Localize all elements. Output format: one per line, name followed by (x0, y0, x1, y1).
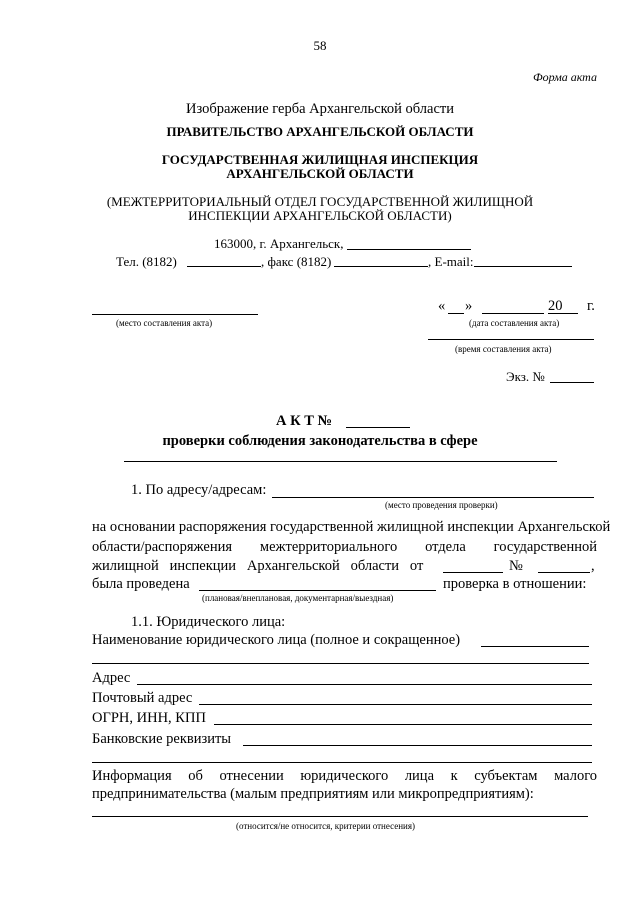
legal-name-field-2[interactable] (92, 663, 589, 664)
place-caption: (место составления акта) (116, 318, 213, 328)
sme-info-line1: Информация об отнесении юридического лица к субъектам малого (92, 768, 598, 784)
page-number: 58 (313, 38, 327, 53)
date-day-field[interactable] (448, 313, 464, 314)
place-field[interactable] (92, 314, 258, 315)
basis-line1: на основании распоряжения государственной жилищной инспекции Архангельской (92, 519, 611, 535)
date-year-field[interactable] (548, 313, 578, 314)
section1-label: 1. По адресу/адресам: (131, 482, 267, 498)
basis-line4-right: проверка в отношении: (443, 576, 587, 592)
order-date-field[interactable] (443, 572, 503, 573)
legal-name-field[interactable] (481, 646, 589, 647)
tel-label: Тел. (8182) (116, 254, 177, 269)
inspection-type-field[interactable] (199, 590, 436, 591)
comma: , (591, 558, 595, 574)
email-label: , E-mail: (428, 254, 474, 269)
section11-label: 1.1. Юридического лица: (131, 614, 286, 630)
bank-row-label: Банковские реквизиты (92, 731, 232, 747)
tel-field[interactable] (187, 266, 261, 267)
postal-address-field[interactable] (199, 704, 592, 705)
date-month-field[interactable] (482, 313, 544, 314)
sme-status-field[interactable] (92, 816, 588, 817)
address-label: 163000, г. Архангельск, (214, 236, 344, 251)
basis-line2: области/распоряжения межтерриториального отдела государственной (92, 539, 598, 555)
legal-name-label: Наименование юридического лица (полное и сокращенное) (92, 632, 461, 648)
inspection-type-caption: (плановая/внеплановая, документарная/выездная) (202, 593, 394, 603)
form-label: Форма акта (533, 70, 597, 84)
ids-field[interactable] (214, 724, 592, 725)
sme-status-caption: (относится/не относится, критерии отнесения) (236, 821, 415, 831)
emblem-placeholder: Изображение герба Архангельской области (185, 101, 455, 117)
address-row-label: Адрес (92, 670, 131, 686)
copy-label: Экз. № (506, 369, 545, 384)
time-caption: (время составления акта) (455, 344, 552, 354)
year-suffix: г. (587, 298, 595, 314)
section1-address-field[interactable] (272, 497, 594, 498)
section1-caption: (место проведения проверки) (385, 500, 498, 510)
ids-row-label: ОГРН, ИНН, КПП (92, 710, 206, 726)
order-number-field[interactable] (538, 572, 590, 573)
department-name-line1: (МЕЖТЕРРИТОРИАЛЬНЫЙ ОТДЕЛ ГОСУДАРСТВЕННОЙ ЖИЛИЩНОЙ (106, 194, 534, 209)
postal-row-label: Почтовый адрес (92, 690, 193, 706)
bank-details-field[interactable] (243, 745, 592, 746)
date-close-quote: » (465, 298, 473, 314)
basis-line3-text: жилищной инспекции Архангельской области от (92, 558, 424, 574)
copy-number-field[interactable] (550, 382, 594, 383)
act-number-field[interactable] (346, 427, 410, 428)
date-open-quote: « (438, 298, 446, 314)
order-number-sign: № (509, 558, 523, 574)
government-name: ПРАВИТЕЛЬСТВО АРХАНГЕЛЬСКОЙ ОБЛАСТИ (166, 124, 474, 139)
fax-field[interactable] (334, 266, 428, 267)
email-field[interactable] (474, 266, 572, 267)
time-field[interactable] (428, 339, 594, 340)
address-field[interactable] (347, 249, 471, 250)
department-name-line2: ИНСПЕКЦИИ АРХАНГЕЛЬСКОЙ ОБЛАСТИ) (188, 208, 452, 223)
sphere-field[interactable] (124, 461, 557, 462)
fax-label: , факс (8182) (261, 254, 332, 269)
inspection-name-line1: ГОСУДАРСТВЕННАЯ ЖИЛИЩНАЯ ИНСПЕКЦИЯ (161, 152, 479, 167)
sme-info-line2: предпринимательства (малым предприятиям или микропредприятиям): (92, 786, 534, 802)
bank-details-field-2[interactable] (92, 762, 592, 763)
inspection-name-line2: АРХАНГЕЛЬСКОЙ ОБЛАСТИ (226, 166, 414, 181)
legal-address-field[interactable] (137, 684, 592, 685)
date-caption: (дата составления акта) (469, 318, 560, 328)
act-subtitle: проверки соблюдения законодательства в сфере (162, 433, 478, 449)
basis-line4-text: была проведена (92, 576, 190, 592)
act-title: А К Т № (276, 413, 333, 429)
year-prefix: 20 (548, 298, 563, 314)
